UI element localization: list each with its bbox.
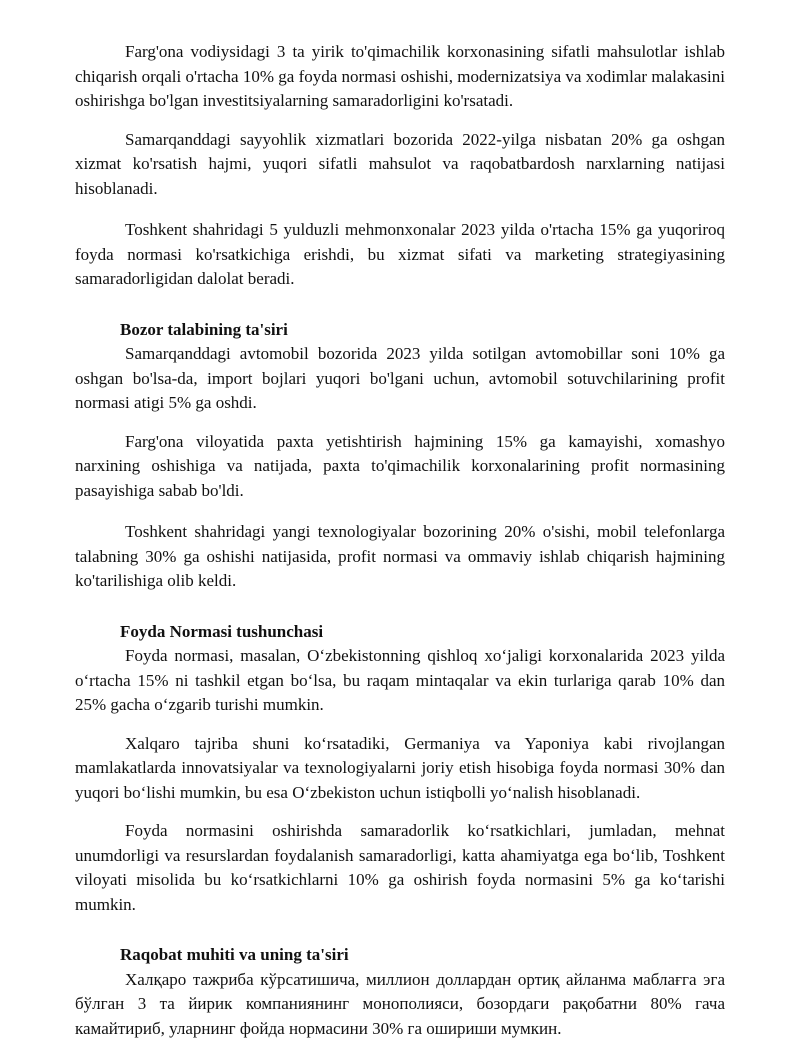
- paragraph: Халқаро тажриба кўрсатишича, миллион доллардан ортиқ айланма маблағга эга бўлган 3 та йирик компаниянинг монополияси, бозордаги рақобатни 80% гача камайтириб, уларнинг фойда нормасини 30% га ошириши мумкин.: [75, 968, 725, 1041]
- paragraph: Foyda normasini oshirishda samaradorlik ko‘rsatkichlari, jumladan, mehnat unumdorligi va resurslardan foydalanish samaradorligi, katta ahamiyatga ega bo‘lib, Toshkent viloyati misolida bu ko‘rsatkichlarni 10% ga oshirish foyda normasini 5% ga ko‘tarishi mumkin.: [75, 819, 725, 917]
- document-page: [75, 40, 725, 1041]
- section-heading-raqobat: Raqobat muhiti va uning ta'siri: [75, 943, 725, 968]
- paragraph: Farg'ona viloyatida paxta yetishtirish hajmining 15% ga kamayishi, xomashyo narxining oshishiga va natijada, paxta to'qimachilik korxonalarining profit normasining pasayishiga sabab bo'ldi.: [75, 430, 725, 504]
- paragraph: Toshkent shahridagi yangi texnologiyalar bozorining 20% o'sishi, mobil telefonlarga talabning 30% ga oshishi natijasida, profit normasi va ommaviy ishlab chiqarish hajmining ko'tarilishiga olib keldi.: [75, 520, 725, 594]
- paragraph: Toshkent shahridagi 5 yulduzli mehmonxonalar 2023 yilda o'rtacha 15% ga yuqoriroq foyda normasi ko'rsatkichiga erishdi, bu xizmat sifati va marketing strategiyasining samaradorligidan dalolat beradi.: [75, 218, 725, 292]
- paragraph: Samarqanddagi sayyohlik xizmatlari bozorida 2022-yilga nisbatan 20% ga oshgan xizmat ko'rsatish hajmi, yuqori sifatli mahsulot va raqobatbardosh narxlarning natijasi hisoblanadi.: [75, 128, 725, 202]
- paragraph: Samarqanddagi avtomobil bozorida 2023 yilda sotilgan avtomobillar soni 10% ga oshgan bo'lsa-da, import bojlari yuqori bo'lgani uchun, avtomobil sotuvchilarining profit normasi atigi 5% ga oshdi.: [75, 342, 725, 416]
- paragraph: Foyda normasi, masalan, O‘zbekistonning qishloq xo‘jaligi korxonalarida 2023 yilda o‘rtacha 15% ni tashkil etgan bo‘lsa, bu raqam mintaqalar va ekin turlariga qarab 10% dan 25% gacha o‘zgarib turishi mumkin.: [75, 644, 725, 718]
- section-heading-foyda: Foyda Normasi tushunchasi: [75, 620, 725, 645]
- paragraph: Farg'ona vodiysidagi 3 ta yirik to'qimachilik korxonasining sifatli mahsulotlar ishlab chiqarish orqali o'rtacha 10% ga foyda normasi oshishi, modernizatsiya va xodimlar malakasini oshirishga bo'lgan investitsiyalarning samaradorligini ko'rsatadi.: [75, 40, 725, 114]
- paragraph: Xalqaro tajriba shuni ko‘rsatadiki, Germaniya va Yaponiya kabi rivojlangan mamlakatlarda innovatsiyalar va texnologiyalarni joriy etish hisobiga foyda normasi 30% dan yuqori bo‘lishi mumkin, bu esa O‘zbekiston uchun istiqbolli yo‘nalish hisoblanadi.: [75, 732, 725, 806]
- section-heading-bozor: Bozor talabining ta'siri: [75, 318, 725, 343]
